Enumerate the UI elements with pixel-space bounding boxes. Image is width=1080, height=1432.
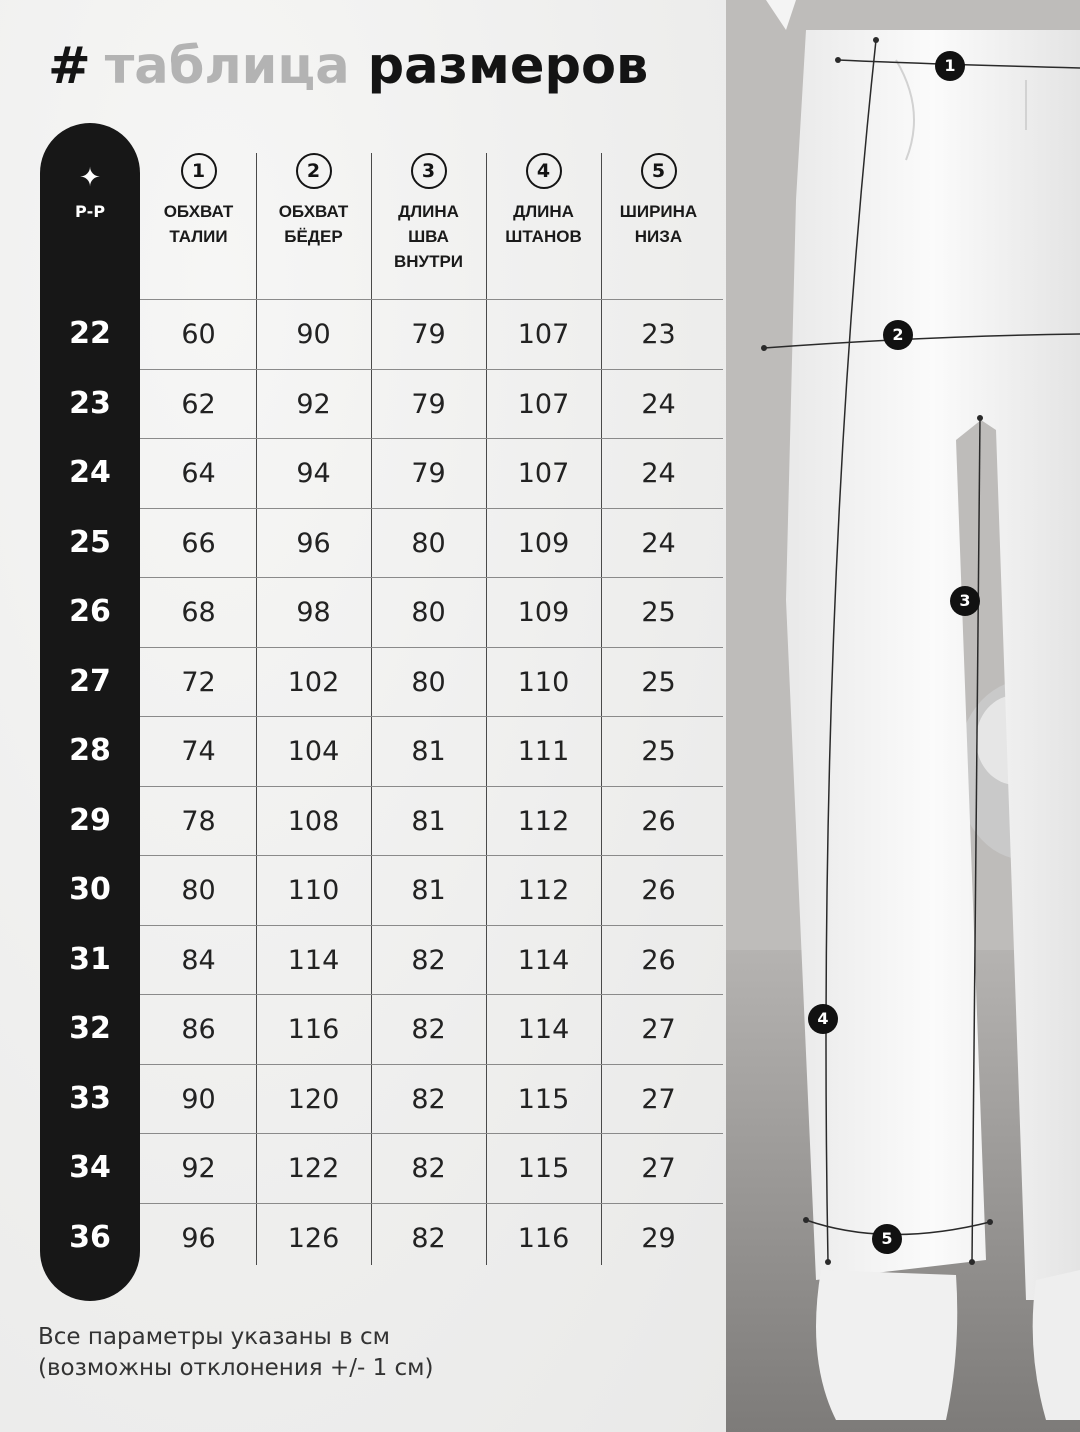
table-cell: 27 [641, 1083, 676, 1115]
column-number-badge: 2 [296, 153, 332, 189]
table-cell: 114 [517, 1014, 570, 1045]
table-cell: 90 [296, 319, 331, 350]
table-cell: 82 [411, 1222, 446, 1254]
table-cell: 80 [411, 666, 446, 698]
table-cell: 96 [181, 1222, 216, 1254]
table-cell: 29 [641, 1222, 676, 1254]
table-cell: 27 [641, 1153, 676, 1184]
jeans-illustration [726, 0, 1080, 1432]
sparkle-icon: ✦ [79, 163, 101, 193]
table-cell: 116 [287, 1014, 340, 1045]
column-header-4 [486, 153, 601, 249]
table-cell: 24 [641, 527, 676, 559]
table-cell: 26 [641, 875, 676, 906]
table-cell: 107 [517, 319, 570, 350]
title-bold: размеров [367, 37, 649, 96]
footnote-line-1: Все параметры указаны в см [38, 1324, 390, 1350]
footnote-line-2: (возможны отклонения +/- 1 см) [38, 1355, 434, 1381]
size-cell: 30 [69, 872, 111, 907]
table-cell: 66 [181, 527, 216, 559]
measure-marker-2: 2 [883, 320, 913, 350]
footnote [38, 1322, 433, 1384]
table-cell: 26 [641, 805, 676, 837]
table-cell: 64 [181, 458, 216, 489]
column-number-badge: 1 [181, 153, 217, 189]
column-number-badge: 3 [411, 153, 447, 189]
table-cell: 112 [517, 805, 570, 837]
title-hash: # [48, 37, 91, 96]
size-cell: 22 [69, 316, 111, 351]
column-label: ДЛИНА ШТАНОВ [505, 202, 582, 246]
table-cell: 110 [287, 875, 340, 906]
table-cell: 62 [181, 388, 216, 420]
table-cell: 104 [287, 736, 340, 767]
table-cell: 78 [181, 805, 216, 837]
table-cell: 92 [296, 388, 331, 420]
column-number-badge: 4 [526, 153, 562, 189]
table-cell: 60 [181, 319, 216, 350]
column-label: ОБХВАТ ТАЛИИ [163, 202, 234, 246]
table-cell: 25 [641, 736, 676, 767]
size-column-label: Р-Р [74, 202, 106, 221]
table-cell: 115 [517, 1083, 570, 1115]
size-cell: 28 [69, 733, 111, 768]
table-cell: 108 [287, 805, 340, 837]
table-cell: 68 [181, 597, 216, 628]
table-cell: 94 [296, 458, 331, 489]
table-cell: 122 [287, 1153, 340, 1184]
table-cell: 92 [181, 1153, 216, 1184]
size-cell: 34 [69, 1150, 111, 1185]
size-column [40, 123, 140, 1301]
table-cell: 96 [296, 527, 331, 559]
measure-marker-4: 4 [808, 1004, 838, 1034]
column-header-3 [371, 153, 486, 274]
table-cell: 25 [641, 666, 676, 698]
size-cell: 32 [69, 1011, 111, 1046]
column-number-badge: 5 [641, 153, 677, 189]
table-cell: 74 [181, 736, 216, 767]
table-cell: 109 [517, 597, 570, 628]
measure-marker-3: 3 [950, 586, 980, 616]
table-cell: 79 [411, 388, 446, 420]
page-title [48, 34, 648, 100]
table-cell: 25 [641, 597, 676, 628]
table-cell: 27 [641, 1014, 676, 1045]
size-cell: 25 [69, 524, 111, 560]
table-cell: 82 [411, 1014, 446, 1045]
table-cell: 24 [641, 388, 676, 420]
table-cell: 82 [411, 944, 446, 976]
column-label: ШИРИНА НИЗА [619, 202, 698, 246]
table-cell: 26 [641, 944, 676, 976]
size-cell: 33 [69, 1080, 111, 1116]
column-label: ДЛИНА ШВА ВНУТРИ [393, 202, 464, 271]
table-cell: 102 [287, 666, 340, 698]
table-cell: 126 [287, 1222, 340, 1254]
table-cell: 80 [181, 875, 216, 906]
measure-marker-5: 5 [872, 1224, 902, 1254]
table-cell: 81 [411, 875, 446, 906]
table-cell: 112 [517, 875, 570, 906]
table-cell: 114 [287, 944, 340, 976]
product-photo [726, 0, 1080, 1432]
table-cell: 23 [641, 319, 676, 350]
table-cell: 107 [517, 388, 570, 420]
size-cell: 31 [69, 941, 111, 977]
table-cell: 82 [411, 1153, 446, 1184]
table-cell: 81 [411, 736, 446, 767]
table-cell: 110 [517, 666, 570, 698]
table-cell: 80 [411, 527, 446, 559]
size-cell: 29 [69, 802, 111, 838]
table-cell: 116 [517, 1222, 570, 1254]
table-cell: 98 [296, 597, 331, 628]
size-cell: 26 [69, 594, 111, 629]
table-cell: 80 [411, 597, 446, 628]
table-cell: 79 [411, 458, 446, 489]
title-light: таблица [104, 37, 350, 96]
size-cell: 27 [69, 663, 111, 699]
table-cell: 86 [181, 1014, 216, 1045]
size-cell: 36 [69, 1219, 111, 1255]
column-header-1 [141, 153, 256, 249]
table-cell: 111 [517, 736, 570, 767]
table-cell: 114 [517, 944, 570, 976]
table-cell: 107 [517, 458, 570, 489]
column-header-2 [256, 153, 371, 249]
table-cell: 115 [517, 1153, 570, 1184]
table-cell: 24 [641, 458, 676, 489]
table-cell: 109 [517, 527, 570, 559]
table-cell: 90 [181, 1083, 216, 1115]
size-cell: 23 [69, 385, 111, 421]
table-cell: 79 [411, 319, 446, 350]
column-label: ОБХВАТ БЁДЕР [278, 202, 349, 246]
size-cell: 24 [69, 455, 111, 490]
table-cell: 84 [181, 944, 216, 976]
table-cell: 120 [287, 1083, 340, 1115]
table-cell: 82 [411, 1083, 446, 1115]
table-cell: 72 [181, 666, 216, 698]
table-cell: 81 [411, 805, 446, 837]
measure-marker-1: 1 [935, 51, 965, 81]
column-header-5 [601, 153, 716, 249]
